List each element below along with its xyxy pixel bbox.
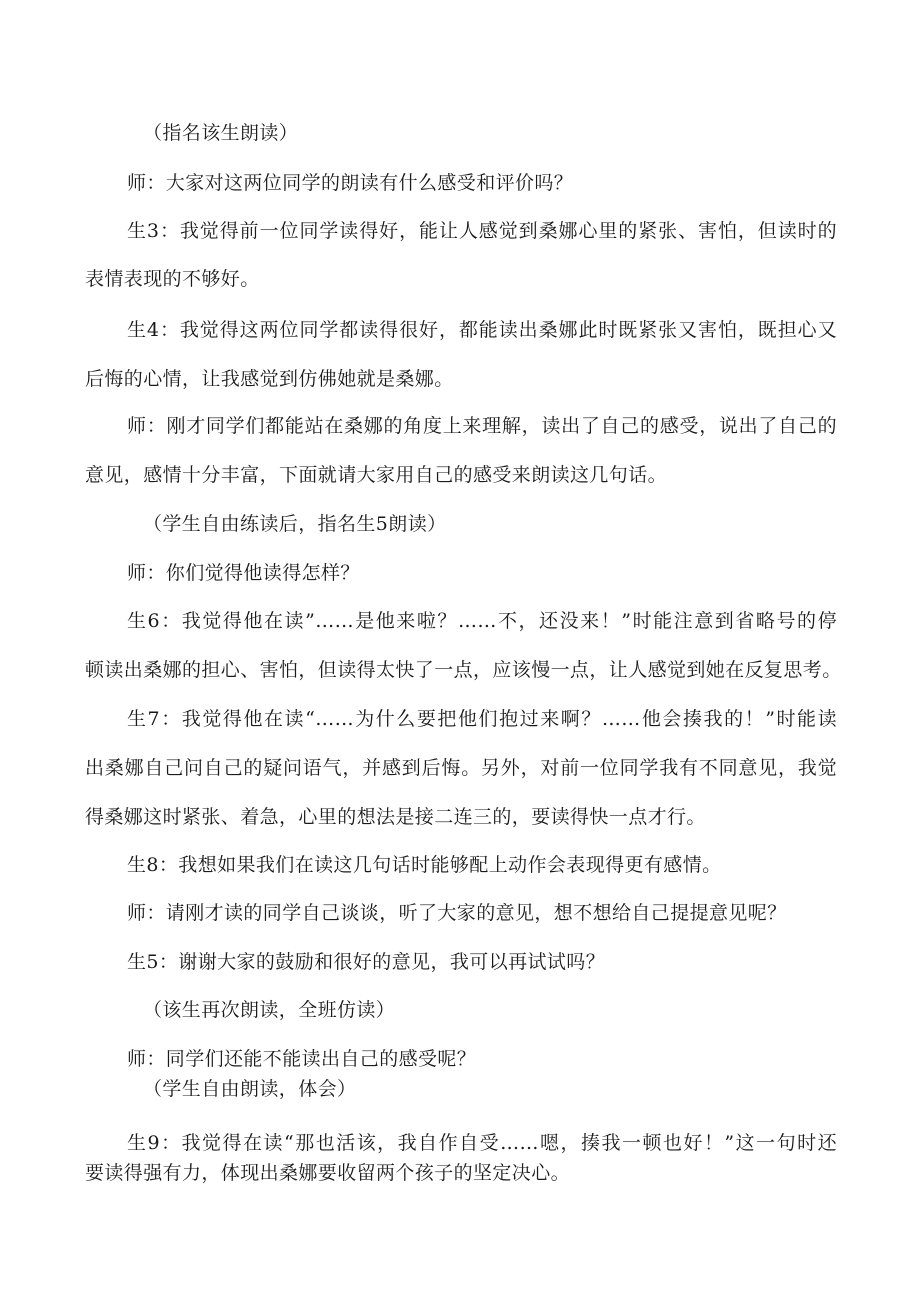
teacher-line: 师：你们觉得他读得怎样？ [127,562,360,584]
student-8-line: 生8：我想如果我们在读这几句话时能够配上动作会表现得更有感情。 [127,854,722,876]
stage-direction: （学生自由朗读，体会） [143,1078,357,1100]
teacher-line: 师：刚才同学们都能站在桑娜的角度上来理解，读出了自己的感受，说出了自己的 [127,415,837,437]
student-9-line-cont: 要读得强有力，体现出桑娜要收留两个孩子的坚定决心。 [85,1162,571,1184]
student-6-line-cont: 顿读出桑娜的担心、害怕，但读得太快了一点，应该慢一点，让人感觉到她在反复思考。 [85,659,842,681]
teacher-line: 师：大家对这两位同学的朗读有什么感受和评价吗？ [127,172,574,194]
student-7-line: 生7：我觉得他在读“……为什么要把他们抱过来啊？……他会揍我的！”时能读 [127,708,837,730]
student-7-line-cont: 得桑娜这时紧张、着急，心里的想法是接二连三的，要读得快一点才行。 [85,806,706,828]
student-7-line-cont: 出桑娜自己问自己的疑问语气，并感到后悔。另外，对前一位同学我有不同意见，我觉 [85,757,837,779]
student-4-line-cont: 后悔的心情，让我感觉到仿佛她就是桑娜。 [85,368,454,390]
teacher-line: 师：同学们还能不能读出自己的感受呢？ [127,1048,477,1070]
stage-direction: （该生再次朗读，全班仿读） [143,999,396,1021]
student-9-line: 生9：我觉得在读“那也活该，我自作自受……嗯，揍我一顿也好！”这一句时还 [127,1132,837,1154]
student-3-line-cont: 表情表现的不够好。 [85,268,260,290]
teacher-line: 师：请刚才读的同学自己谈谈，听了大家的意见，想不想给自己提提意见呢？ [127,902,787,924]
student-4-line: 生4：我觉得这两位同学都读得很好，都能读出桑娜此时既紧张又害怕，既担心又 [127,319,837,341]
teacher-line-cont: 意见，感情十分丰富，下面就请大家用自己的感受来朗读这几句话。 [85,464,668,486]
student-3-line: 生3：我觉得前一位同学读得好，能让人感觉到桑娜心里的紧张、害怕，但读时的 [127,220,837,242]
student-5-line: 生5：谢谢大家的鼓励和很好的意见，我可以再试试吗？ [127,951,606,973]
stage-direction: （指名该生朗读） [143,122,299,144]
student-6-line: 生6：我觉得他在读”……是他来啦？……不，还没来！”时能注意到省略号的停 [127,610,837,632]
stage-direction: （学生自由练读后，指名生5朗读） [143,513,447,535]
